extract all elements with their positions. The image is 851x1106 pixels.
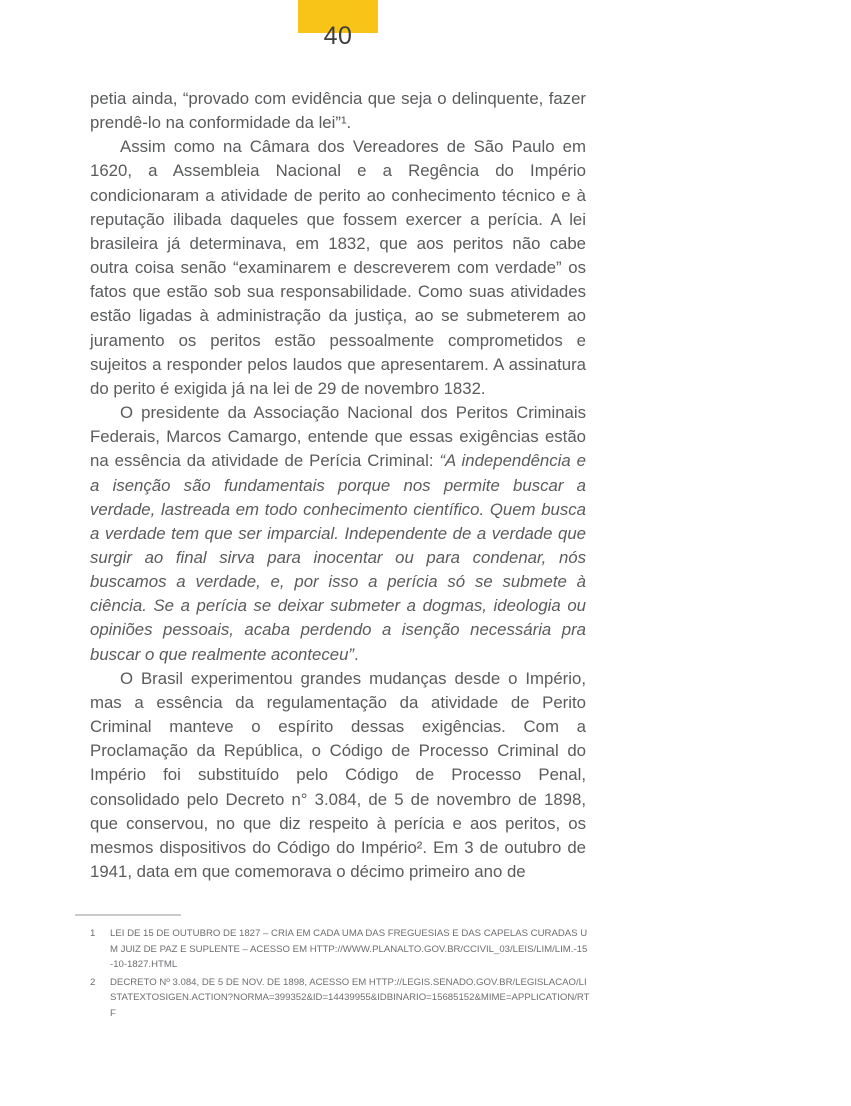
paragraph: Assim como na Câmara dos Vereadores de São Paulo em 1620, a Assembleia Nacional e a Regência do Império condicionaram a atividade de perito ao conhecimento técnico e à reputação ilibada daqueles que fossem exercer a perícia. A lei brasileira já determinava, em 1832, que aos peritos não cabe outra coisa senão “examinarem e descreverem com verdade” os fatos que estão sob sua responsabilidade. Como suas atividades estão ligadas à administração da justiça, ao se submeterem ao juramento os peritos estão pessoalmente comprometidos e sujeitos a responder pelos laudos que apresentarem. A assinatura do perito é exigida já na lei de 29 de novembro 1832.	[90, 137, 586, 398]
footnote-text: LEI DE 15 DE OUTUBRO DE 1827 – CRIA EM CADA UMA DAS FREGUESIAS E DAS CAPELAS CURADAS UM JUIZ DE PAZ E SUPLENTE – ACESSO EM HTTP://WWW.PLANALTO.GOV.BR/CCIVIL_03/LEIS/LIM/LIM.-15-10-1827.HTML	[110, 928, 588, 970]
paragraph: O Brasil experimentou grandes mudanças desde o Império, mas a essência da regulamentação da atividade de Perito Criminal manteve o espírito dessas exigências. Com a Proclamação da República, o Código de Processo Criminal do Império foi substituído pelo Código de Processo Penal, consolidado pelo Decreto n° 3.084, de 5 de novembro de 1898, que conservou, no que diz respeito à perícia e aos peritos, os mesmos dispositivos do Código do Império². Em 3 de outubro de 1941, data em que comemorava o décimo primeiro ano de	[90, 668, 586, 881]
page-number: 40	[323, 22, 353, 50]
footnote-number: 2	[90, 976, 96, 988]
pull-quote: “A independência e a isenção são fundamentais porque nos permite buscar a verdade, lastreada em todo conhecimento científico. Quem busca a verdade tem que ser imparcial. Independente de a verdade que surgir ao final sirva para inocentar ou para condenar, nós buscamos a verdade, e, por isso a perícia só se submete à ciência. Se a perícia se deixar submeter a dogmas, ideologia ou opiniões pessoais, acaba perdendo a isenção necessária pra buscar o que realmente aconteceu”	[90, 451, 586, 664]
footnote-divider	[75, 914, 181, 916]
body-text	[90, 87, 586, 884]
footnote	[90, 926, 590, 973]
footnotes	[90, 926, 590, 1023]
footnote	[90, 975, 590, 1022]
paragraph-with-quote	[90, 401, 586, 667]
paragraph-end: .	[354, 644, 359, 664]
footnote-text: DECRETO Nº 3.084, DE 5 DE NOV. DE 1898, ACESSO EM HTTP://LEGIS.SENADO.GOV.BR/LEGISLACAO/LISTATEXTOSIGEN.ACTION?NORMA=399352&ID=14439955&IDBINARIO=15685152&MIME=APPLICATION/RTF	[110, 976, 590, 1019]
paragraph: petia ainda, “provado com evidência que seja o delinquente, fazer prendê-lo na conformidade da lei”¹.	[90, 89, 586, 133]
paragraph-intro: O presidente da Associação Nacional dos Peritos Criminais Federais, Marcos Camargo, entende que essas exigências estão na essência da atividade de Perícia Criminal:	[90, 403, 586, 471]
footnote-number: 1	[90, 928, 96, 939]
